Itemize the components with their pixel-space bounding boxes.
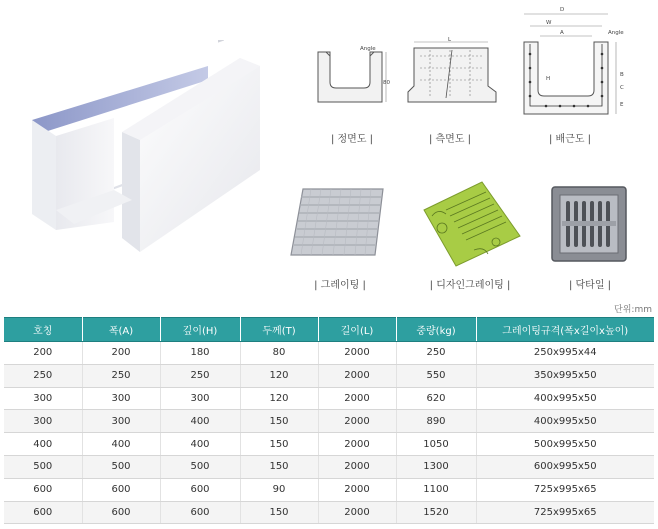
cell: 200 [4,342,82,365]
table-row [4,433,654,456]
cell: 250 [4,364,82,387]
cell: 600 [4,501,82,524]
header-thickness: 두께(T) [240,318,318,342]
cell: 250 [160,364,240,387]
reinforcement-caption: | 배근도 | [548,134,592,145]
angle-label-2: Angle [608,30,624,36]
cell: 550 [396,364,476,387]
cell: 1100 [396,478,476,501]
cell: 250 [82,364,160,387]
design-grating-image [416,180,522,268]
cell: 350x995x50 [476,364,654,387]
cell: 2000 [318,478,396,501]
cell: 1300 [396,455,476,478]
cell: 2000 [318,387,396,410]
cell: 300 [4,410,82,433]
dim-H-label: H [546,76,551,82]
cell: 725x995x65 [476,501,654,524]
cell: 250 [396,342,476,365]
cell: 600x995x50 [476,455,654,478]
cell: 500x995x50 [476,433,654,456]
cell: 180 [160,342,240,365]
header-grating-spec: 그레이팅규격(폭x길이x높이) [476,318,654,342]
cell: 400 [160,410,240,433]
cell: 2000 [318,342,396,365]
cell: 1520 [396,501,476,524]
reinforcement-drawing [516,4,628,122]
cell: 500 [4,455,82,478]
cell: 600 [82,501,160,524]
table-row [4,478,654,501]
cell: 120 [240,387,318,410]
dim-L-label: L [448,37,452,43]
ductile-caption: | 닥타일 | [568,280,612,291]
cell: 500 [160,455,240,478]
header-length: 길이(L) [318,318,396,342]
dim-E-label: E [620,102,624,108]
angle-label: Angle [360,46,376,52]
cell: 400x995x50 [476,410,654,433]
cell: 2000 [318,455,396,478]
cell: 2000 [318,364,396,387]
dim-W-label: W [546,20,552,26]
cell: 1050 [396,433,476,456]
cell: 600 [160,501,240,524]
cell: 300 [82,387,160,410]
design-grating-caption: | 디자인그레이팅 | [429,280,511,291]
spec-table [4,317,654,524]
header-weight: 중량(kg) [396,318,476,342]
cell: 400 [82,433,160,456]
cell: 2000 [318,501,396,524]
cell: 300 [160,387,240,410]
cell: 500 [82,455,160,478]
cell: 80 [240,342,318,365]
table-row [4,342,654,365]
dim-C-label: C [620,85,624,91]
header-width: 폭(A) [82,318,160,342]
dim-B-label: B [620,72,624,78]
dim-80-label: 80 [383,80,390,86]
cell: 300 [82,410,160,433]
cell: 150 [240,410,318,433]
side-view-drawing [400,36,500,114]
cell: 2000 [318,410,396,433]
cell: 150 [240,455,318,478]
cell: 400x995x50 [476,387,654,410]
grating-image [289,187,385,259]
cell: 620 [396,387,476,410]
cell: 250x995x44 [476,342,654,365]
cell: 2000 [318,433,396,456]
header-depth: 깊이(H) [160,318,240,342]
cell: 725x995x65 [476,478,654,501]
table-header-row [4,318,654,342]
table-row [4,455,654,478]
cell: 120 [240,364,318,387]
table-row [4,501,654,524]
cell: 600 [82,478,160,501]
cell: 890 [396,410,476,433]
cell: 150 [240,501,318,524]
cell: 90 [240,478,318,501]
cell: 300 [4,387,82,410]
cell: 600 [160,478,240,501]
table-row [4,410,654,433]
dim-D-label: D [560,7,565,13]
header-nominal: 호칭 [4,318,82,342]
table-row [4,364,654,387]
ductile-cover-image [548,183,630,265]
cell: 200 [82,342,160,365]
cell: 600 [4,478,82,501]
side-view-caption: | 측면도 | [428,134,472,145]
front-view-caption: | 정면도 | [330,134,374,145]
u-channel-product-image [22,40,282,270]
dim-A-label: A [560,30,564,36]
cell: 150 [240,433,318,456]
cell: 400 [160,433,240,456]
front-view-drawing [312,42,394,112]
grating-caption: | 그레이팅 | [314,280,366,291]
unit-label: 단위:mm [614,305,652,315]
cell: 400 [4,433,82,456]
table-row [4,387,654,410]
